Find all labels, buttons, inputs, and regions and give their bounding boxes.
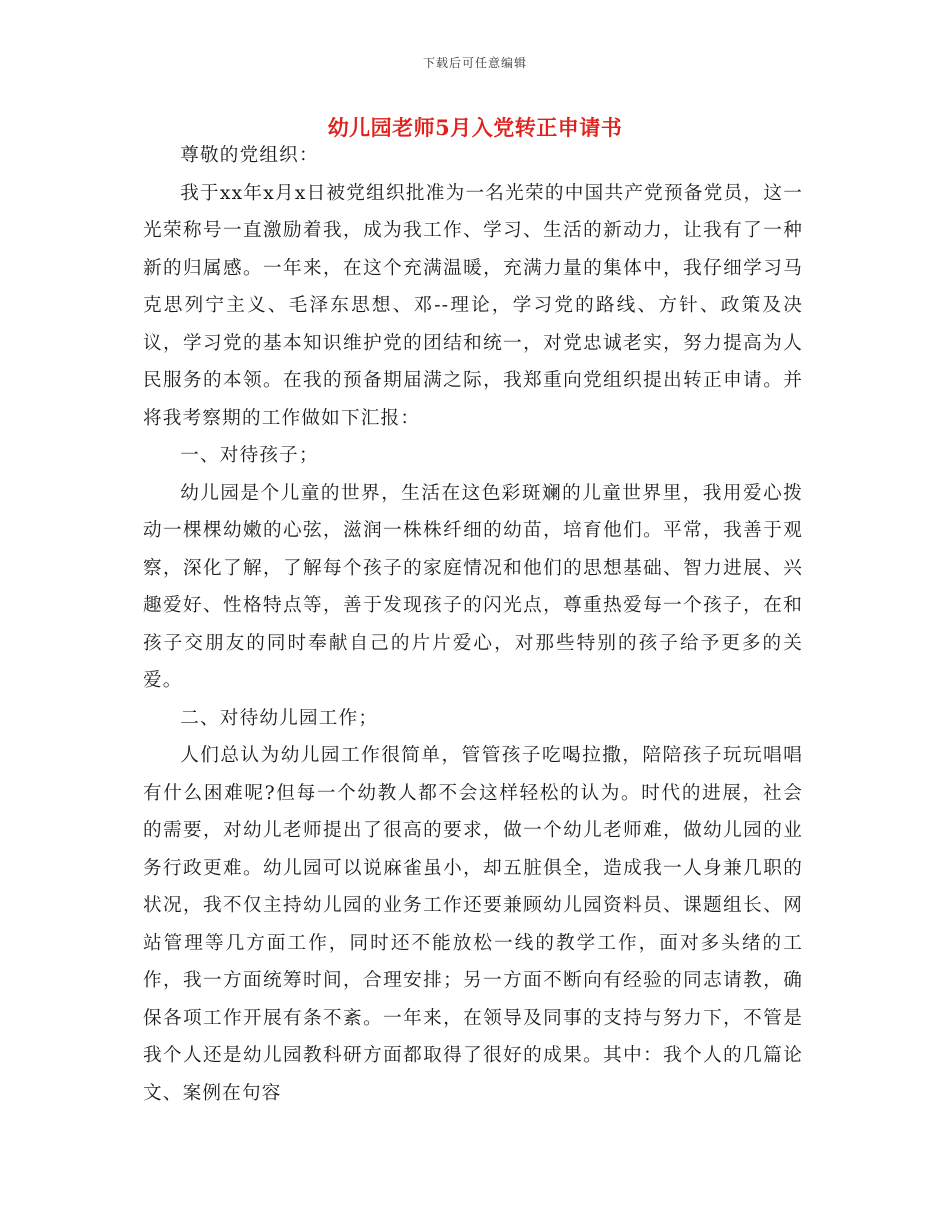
salutation: 尊敬的党组织： — [180, 145, 319, 166]
page-header-note: 下载后可任意编辑 — [422, 56, 527, 70]
document-title: 幼儿园老师5月入党转正申请书 — [327, 115, 623, 140]
section-heading-children: 一、对待孩子； — [180, 445, 319, 466]
section-heading-work: 二、对待幼儿园工作； — [180, 707, 379, 729]
document-body — [143, 137, 803, 1112]
children-paragraph: 幼儿园是个儿童的世界，生活在这色彩斑斓的儿童世界里，我用爱心拨动一棵棵幼嫩的心弦，滋润一株株纤细的幼苗，培育他们。平常，我善于观察，深化了解，了解每个孩子的家庭情况和他们的思想基础、智力进展、兴趣爱好、性格特点等，善于发现孩子的闪光点，尊重热爱每一个孩子，在和孩子交朋友的同时奉献自己的片片爱心，对那些特别的孩子给予更多的关爱。 — [143, 482, 803, 691]
work-paragraph: 人们总认为幼儿园工作很简单，管管孩子吃喝拉撒，陪陪孩子玩玩唱唱有什么困难呢?但每一个幼教人都不会这样轻松的认为。时代的进展，社会的需要，对幼儿老师提出了很高的要求，做一个幼儿老师难，做幼儿园的业务行政更难。幼儿园可以说麻雀虽小，却五脏俱全，造成我一人身兼几职的状况，我不仅主持幼儿园的业务工作还要兼顾幼儿园资料员、课题组长、网站管理等几方面工作，同时还不能放松一线的教学工作，面对多头绪的工作，我一方面统筹时间，合理安排；另一方面不断向有经验的同志请教，确保各项工作开展有条不紊。一年来，在领导及同事的支持与努力下，不管是我个人还是幼儿园教科研方面都取得了很好的成果。其中：我个人的几篇论文、案例在句容 — [143, 745, 803, 1104]
intro-paragraph: 我于xx年x月x日被党组织批准为一名光荣的中国共产党预备党员，这一光荣称号一直激励着我，成为我工作、学习、生活的新动力，让我有了一种新的归属感。一年来，在这个充满温暖，充满力量的集体中，我仔细学习马克思列宁主义、毛泽东思想、邓--理论，学习党的路线、方针、政策及决议，学习党的基本知识维护党的团结和统一，对党忠诚老实，努力提高为人民服务的本领。在我的预备期届满之际，我郑重向党组织提出转正申请。并将我考察期的工作做如下汇报： — [143, 182, 803, 429]
